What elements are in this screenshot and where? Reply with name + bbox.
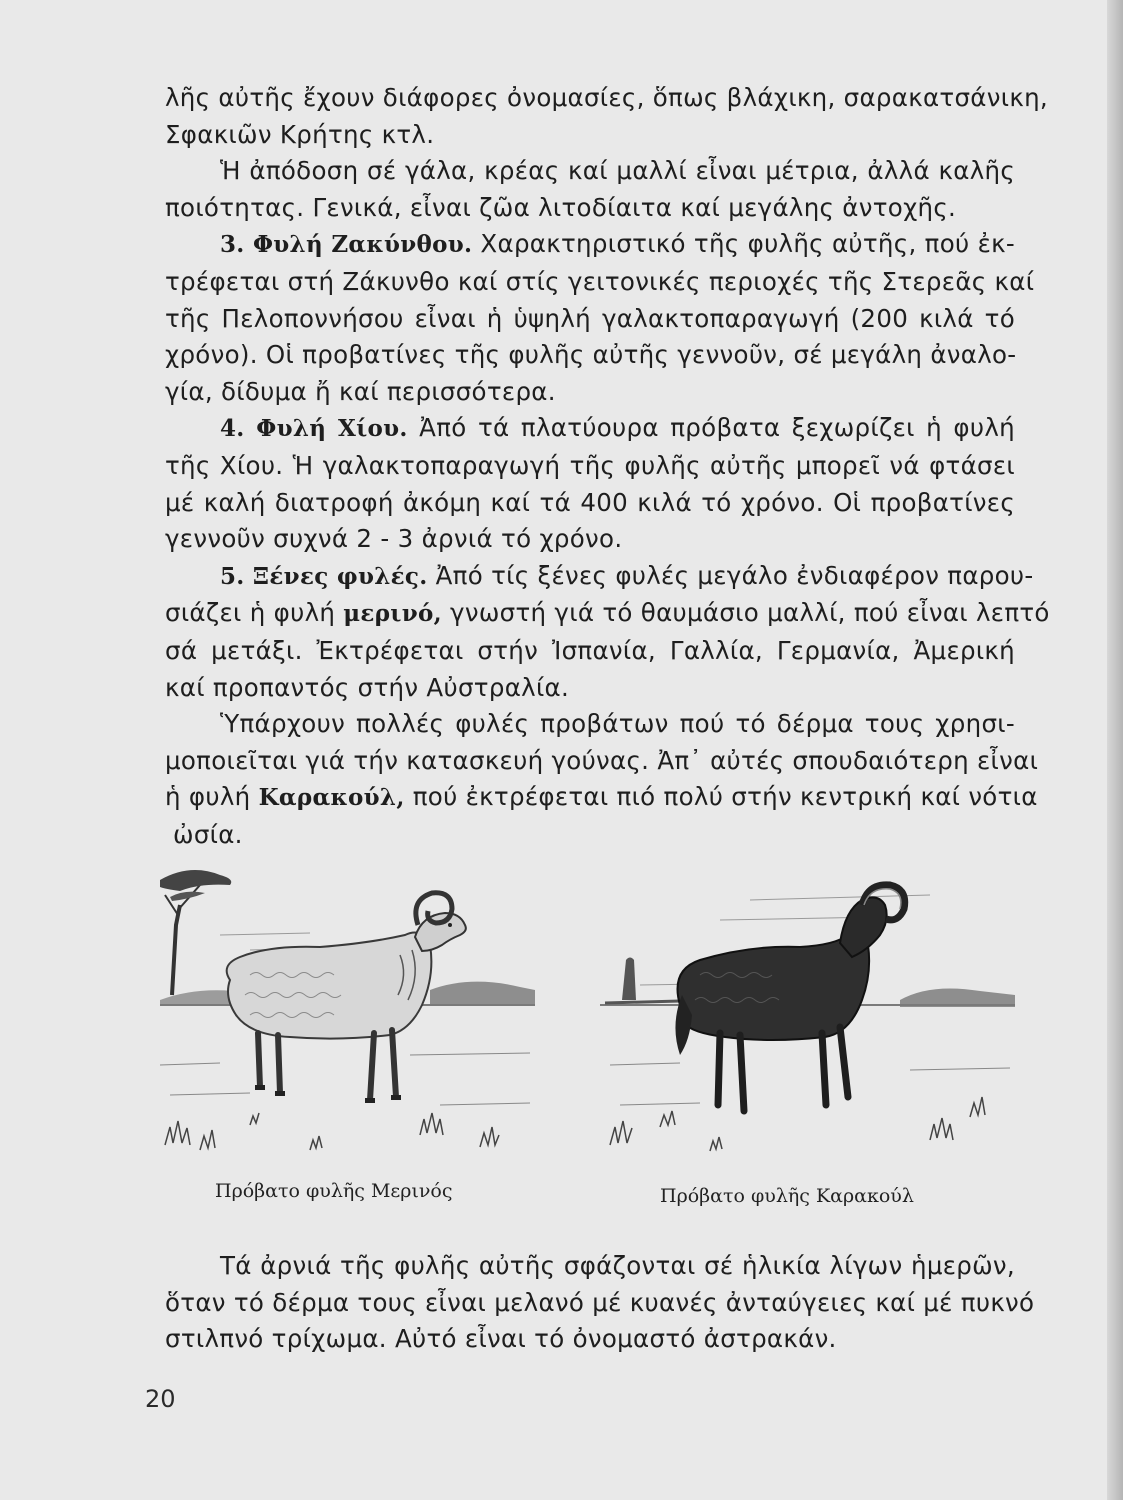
bold-term-karakul: Καρακούλ, bbox=[258, 784, 405, 812]
text-line: στιλπνό τρίχωμα. Αὐτό εἶναι τό ὀνομαστό ἀστρακάν. bbox=[165, 1324, 837, 1354]
text-line: τῆς Πελοποννήσου εἶναι ἡ ὑψηλή γαλακτοπαραγωγή (200 κιλά τό bbox=[165, 303, 1015, 333]
text-line: Σφακιῶν Κρήτης κτλ. bbox=[165, 119, 435, 149]
text-span: σιάζει ἡ φυλή bbox=[165, 598, 344, 628]
text-line bbox=[165, 779, 1038, 817]
text-line: χρόνο). Οἱ προβατίνες τῆς φυλῆς αὐτῆς γεννοῦν, σέ μεγάλη ἀναλο- bbox=[165, 340, 1017, 370]
section-chios bbox=[165, 410, 1015, 557]
text-line: καί προπαντός στήν Αὐστραλία. bbox=[165, 672, 570, 702]
text-line: ὠσία. bbox=[173, 819, 243, 849]
text-span: γνωστή γιά τό θαυμάσιο μαλλί, πού εἶναι λεπτό bbox=[441, 598, 1050, 628]
section-heading-chios: 4. Φυλή Χίου. bbox=[220, 415, 408, 443]
bold-term-merino: μερινό, bbox=[343, 600, 442, 628]
text-line: Ἡ ἀπόδοση σέ γάλα, κρέας καί μαλλί εἶναι μέτρια, ἀλλά καλῆς bbox=[220, 156, 1015, 186]
karakul-sheep-illustration bbox=[600, 865, 1015, 1155]
paragraph-breed-names bbox=[165, 80, 1048, 153]
text-line: Ὑπάρχουν πολλές φυλές προβάτων πού τό δέρμα τους χρησι- bbox=[220, 709, 1015, 739]
caption-karakul: Πρόβατο φυλῆς Καρακούλ bbox=[660, 1185, 914, 1207]
paragraph-astrakhan bbox=[165, 1248, 1035, 1358]
text-line: τῆς Χίου. Ἡ γαλακτοπαραγωγή τῆς φυλῆς αὐτῆς μπορεῖ νά φτάσει bbox=[165, 450, 1015, 480]
page-number: 20 bbox=[145, 1385, 176, 1413]
text-line: τρέφεται στή Ζάκυνθο καί στίς γειτονικές περιοχές τῆς Στερεᾶς καί bbox=[165, 266, 1035, 296]
section-heading-foreign: 5. Ξένες φυλές. bbox=[220, 562, 428, 590]
section-foreign-breeds bbox=[165, 558, 1050, 706]
section-zakynthos bbox=[165, 226, 1035, 410]
paragraph-fur-breeds bbox=[165, 706, 1039, 853]
text-line: σά μετάξι. Ἐκτρέφεται στήν Ἰσπανία, Γαλλία, Γερμανία, Ἀμερική bbox=[165, 635, 1015, 665]
text-line: ὅταν τό δέρμα τους εἶναι μελανό μέ κυανές ἀνταύγειες καί μέ πυκνό bbox=[165, 1287, 1035, 1317]
text-line: μέ καλή διατροφή ἀκόμη καί τά 400 κιλά τό χρόνο. Οἱ προβατίνες bbox=[165, 487, 1015, 517]
body-text-top bbox=[165, 80, 1050, 853]
paragraph-yield bbox=[165, 153, 1015, 226]
text-line: γεννοῦν συχνά 2 - 3 ἀρνιά τό χρόνο. bbox=[165, 524, 623, 554]
text-line: Τά ἀρνιά τῆς φυλῆς αὐτῆς σφάζονται σέ ἡλικία λίγων ἡμερῶν, bbox=[220, 1251, 1015, 1280]
text-line bbox=[165, 226, 1015, 264]
text-span: Χαρακτηριστικό τῆς φυλῆς αὐτῆς, πού ἐκ- bbox=[472, 229, 1015, 259]
merino-sheep-illustration bbox=[160, 865, 535, 1155]
section-heading-zakynthos: 3. Φυλή Ζακύνθου. bbox=[220, 231, 473, 259]
text-line bbox=[165, 595, 1050, 633]
text-line bbox=[165, 558, 1034, 596]
text-line bbox=[165, 410, 1015, 448]
page-edge-shadow bbox=[1107, 0, 1123, 1500]
body-text-bottom bbox=[165, 1248, 1035, 1358]
text-line: γία, δίδυμα ἤ καί περισσότερα. bbox=[165, 376, 556, 406]
text-span: πού ἐκτρέφεται πιό πολύ στήν κεντρική καί νότια bbox=[404, 782, 1038, 812]
text-span: Ἀπό τά πλατύουρα πρόβατα ξεχωρίζει ἡ φυλή bbox=[407, 413, 1015, 443]
text-span: ἡ φυλή bbox=[165, 782, 259, 812]
text-line: μοποιεῖται γιά τήν κατασκευή γούνας. Ἀπ᾽ αὐτές σπουδαιότερη εἶναι bbox=[165, 745, 1039, 775]
text-line: λῆς αὐτῆς ἔχουν διάφορες ὀνομασίες, ὅπως βλάχικη, σαρακατσάνικη, bbox=[165, 83, 1048, 112]
caption-merino: Πρόβατο φυλῆς Μερινός bbox=[215, 1180, 453, 1202]
text-span: Ἀπό τίς ξένες φυλές μεγάλο ἐνδιαφέρον παρου- bbox=[427, 560, 1034, 590]
text-line: ποιότητας. Γενικά, εἶναι ζῶα λιτοδίαιτα καί μεγάλης ἀντοχῆς. bbox=[165, 192, 957, 222]
